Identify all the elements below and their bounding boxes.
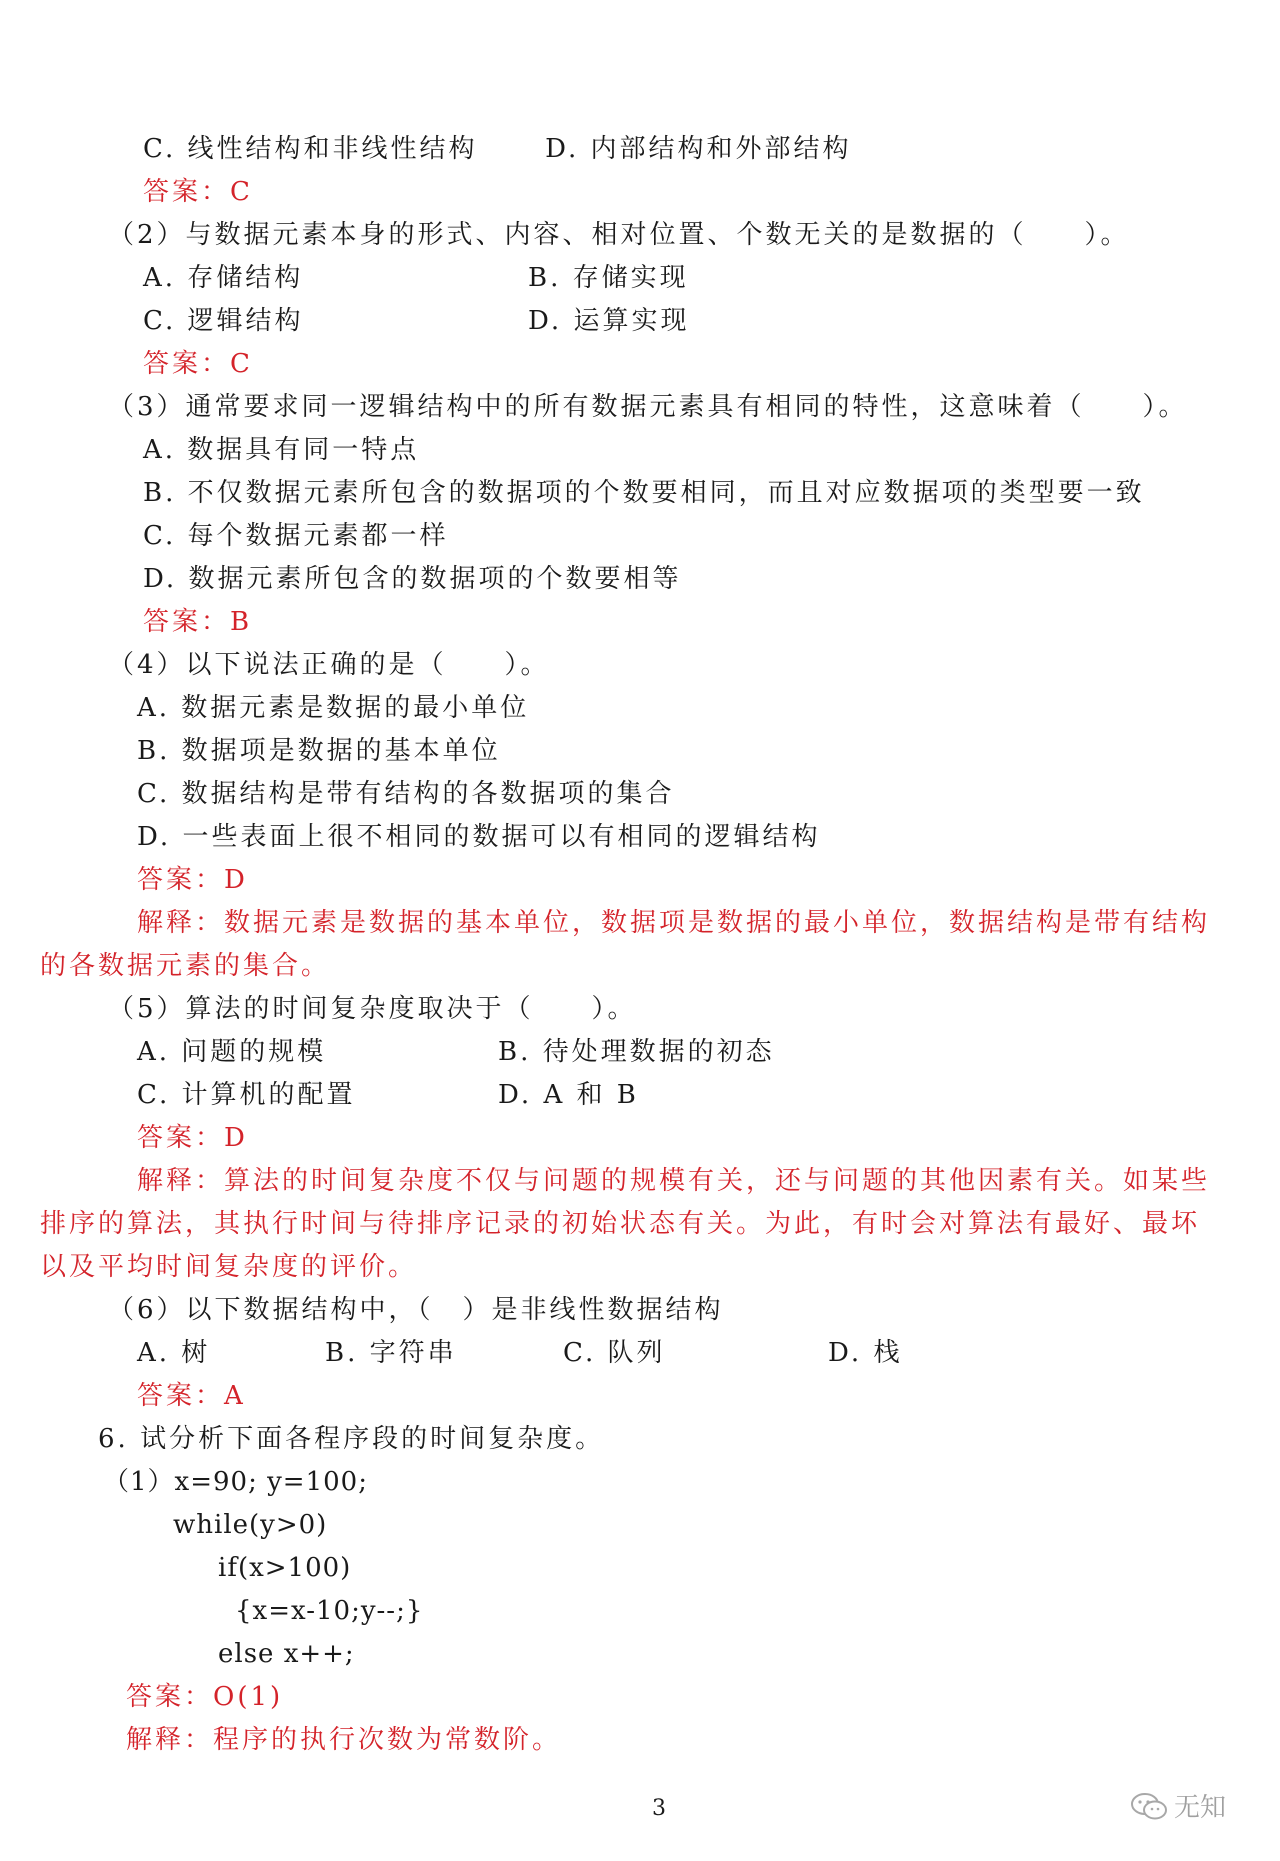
text-line: D. A 和 B	[498, 1080, 639, 1110]
text-line: A. 数据元素是数据的最小单位	[137, 693, 530, 723]
answer-line: 答案：A	[137, 1381, 246, 1411]
text-line: A. 存储结构	[143, 263, 304, 293]
text-line: B. 待处理数据的初态	[498, 1037, 775, 1067]
text-line: （4）以下说法正确的是（ ）。	[108, 650, 550, 680]
text-line: （5）算法的时间复杂度取决于（ ）。	[108, 994, 637, 1024]
text-line: C. 计算机的配置	[137, 1080, 356, 1110]
text-line: 6. 试分析下面各程序段的时间复杂度。	[98, 1424, 605, 1454]
text-line: D. 栈	[828, 1338, 903, 1368]
text-line: A. 树	[137, 1338, 211, 1368]
text-line: B. 字符串	[325, 1338, 457, 1368]
text-line: B. 数据项是数据的基本单位	[137, 736, 501, 766]
text-line: B. 存储实现	[528, 263, 689, 293]
answer-line: 以及平均时间复杂度的评价。	[40, 1252, 418, 1282]
text-line: C. 线性结构和非线性结构 D. 内部结构和外部结构	[143, 134, 852, 164]
answer-line: 答案：C	[143, 349, 253, 379]
text-line: C. 队列	[563, 1338, 666, 1368]
text-line: C. 逻辑结构	[143, 306, 304, 336]
answer-line: 排序的算法，其执行时间与待排序记录的初始状态有关。为此，有时会对算法有最好、最坏	[40, 1209, 1201, 1239]
page-number: 3	[652, 1796, 666, 1821]
text-line: while(y>0)	[173, 1510, 328, 1540]
text-line: （6）以下数据结构中，（ ）是非线性数据结构	[108, 1295, 724, 1325]
text-line: （3）通常要求同一逻辑结构中的所有数据元素具有相同的特性，这意味着（ ）。	[108, 392, 1188, 422]
text-line: A. 数据具有同一特点	[143, 435, 420, 465]
text-line: {x=x-10;y--;}	[235, 1596, 424, 1626]
wechat-icon	[1130, 1791, 1168, 1821]
answer-line: 解释：数据元素是数据的基本单位，数据项是数据的最小单位，数据结构是带有结构	[137, 908, 1211, 938]
text-line: C. 每个数据元素都一样	[143, 521, 449, 551]
answer-line: 解释：算法的时间复杂度不仅与问题的规模有关，还与问题的其他因素有关。如某些	[137, 1166, 1211, 1196]
text-line: （1）x=90; y=100;	[103, 1467, 368, 1497]
text-line: B. 不仅数据元素所包含的数据项的个数要相同，而且对应数据项的类型要一致	[143, 478, 1145, 508]
answer-line: 的各数据元素的集合。	[40, 951, 331, 981]
text-line: C. 数据结构是带有结构的各数据项的集合	[137, 779, 675, 809]
answer-line: 答案：O(1)	[126, 1682, 284, 1712]
text-line: A. 问题的规模	[137, 1037, 327, 1067]
answer-line: 答案：C	[143, 177, 253, 207]
answer-line: 答案：D	[137, 1123, 248, 1153]
answer-line: 答案：B	[143, 607, 253, 637]
text-line: D. 一些表面上很不相同的数据可以有相同的逻辑结构	[137, 822, 821, 852]
text-line: （2）与数据元素本身的形式、内容、相对位置、个数无关的是数据的（ ）。	[108, 220, 1130, 250]
answer-line: 答案：D	[137, 865, 248, 895]
text-line: if(x>100)	[218, 1553, 352, 1583]
text-line: else x++;	[218, 1639, 355, 1669]
watermark-text: 无知	[1174, 1793, 1227, 1823]
text-line: D. 数据元素所包含的数据项的个数要相等	[143, 564, 682, 594]
watermark	[1130, 1787, 1226, 1824]
text-line: D. 运算实现	[528, 306, 690, 336]
answer-line: 解释：程序的执行次数为常数阶。	[126, 1725, 562, 1755]
